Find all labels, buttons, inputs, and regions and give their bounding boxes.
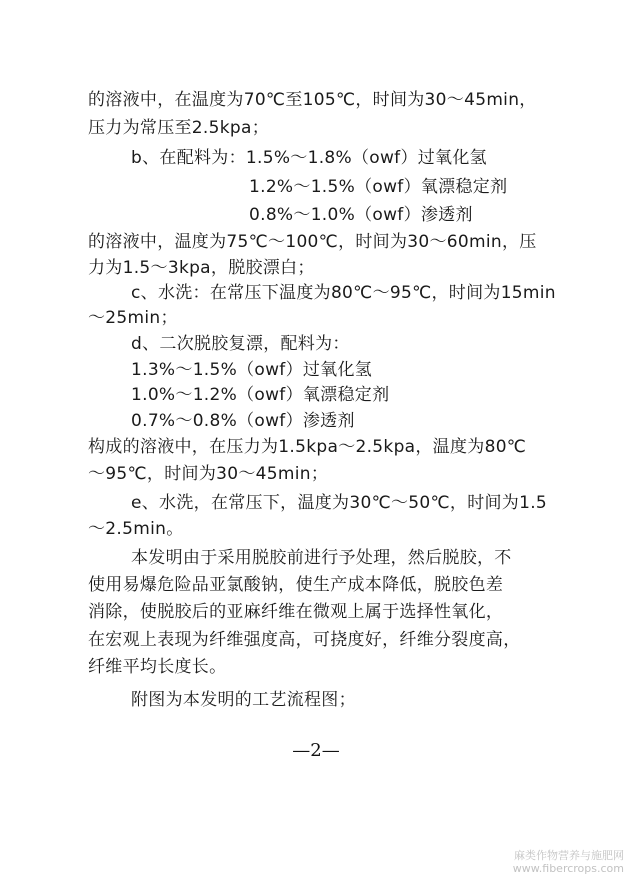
text-line-6: 的溶液中，温度为75℃～100℃，时间为30～60min，压	[88, 232, 537, 252]
text-line-5: 0.8%～1.0%（owf）渗透剂	[249, 205, 473, 225]
text-line-7: 力为1.5～3kpa，脱胶漂白；	[88, 258, 315, 278]
text-line-19: 使用易爆危险品亚氯酸钠，使生产成本降低，脱胶色差	[88, 575, 504, 595]
text-line-17: ～2.5min。	[88, 519, 184, 539]
text-line-9: ～25min；	[88, 308, 178, 328]
text-line-4: 1.2%～1.5%（owf）氧漂稳定剂	[249, 177, 508, 197]
text-line-16: e、水洗，在常压下，温度为30℃～50℃，时间为1.5	[131, 493, 548, 513]
page-number: —2—	[292, 740, 340, 761]
text-line-1: 的溶液中，在温度为70℃至105℃，时间为30～45min，	[88, 90, 537, 110]
watermark-url: www.fibercrops.com	[512, 862, 624, 875]
text-line-21: 在宏观上表现为纤维强度高，可挠度好，纤维分裂度高，	[88, 630, 521, 650]
text-line-13: 0.7%～0.8%（owf）渗透剂	[131, 411, 355, 431]
text-line-2: 压力为常压至2.5kpa；	[88, 118, 269, 138]
text-line-15: ～95℃，时间为30～45min；	[88, 464, 329, 484]
text-line-8: c、水洗：在常压下温度为80℃～95℃，时间为15min	[131, 283, 556, 303]
watermark	[513, 849, 624, 875]
watermark-site-name: 麻类作物营养与施肥网	[514, 849, 624, 862]
text-line-22: 纤维平均长度长。	[88, 657, 227, 677]
text-line-23: 附图为本发明的工艺流程图；	[131, 690, 356, 710]
text-line-10: d、二次脱胶复漂，配料为：	[131, 334, 350, 354]
text-line-14: 构成的溶液中，在压力为1.5kpa～2.5kpa，温度为80℃	[88, 437, 527, 457]
text-line-20: 消除，使脱胶后的亚麻纤维在微观上属于选择性氧化，	[88, 602, 504, 622]
text-line-12: 1.0%～1.2%（owf）氧漂稳定剂	[131, 385, 390, 405]
text-line-3: b、在配料为：1.5%～1.8%（owf）过氧化氢	[131, 148, 487, 168]
text-line-11: 1.3%～1.5%（owf）过氧化氢	[131, 360, 373, 380]
text-line-18: 本发明由于采用脱胶前进行予处理，然后脱胶，不	[131, 548, 512, 568]
